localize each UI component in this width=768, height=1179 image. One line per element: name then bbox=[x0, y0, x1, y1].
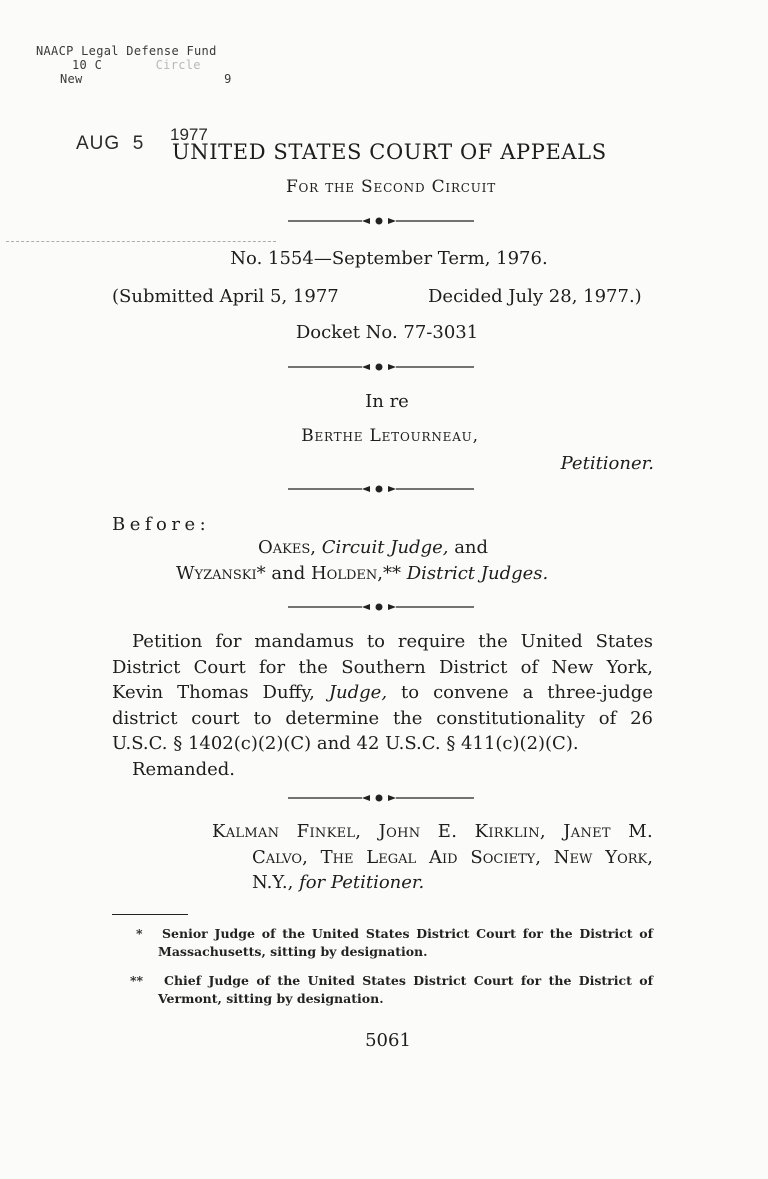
footnote-marker: ** bbox=[130, 973, 144, 988]
before-label: Before: bbox=[112, 514, 211, 535]
stamp-line-2: 10 C Circle bbox=[72, 58, 201, 72]
judge-oakes: Oakes, bbox=[258, 537, 316, 558]
party-name: Berthe Letourneau, bbox=[301, 426, 479, 446]
page-number: 5061 bbox=[365, 1030, 411, 1051]
judge-line-2: Wyzanski* and Holden,** District Judges. bbox=[176, 563, 549, 584]
judge-wyzanski: Wyzanski* bbox=[176, 563, 266, 584]
petition-line: Kevin Thomas Duffy, Judge, to convene a three-judge bbox=[112, 682, 653, 703]
petition-line: Petition for mandamus to require the United States bbox=[132, 631, 653, 652]
received-stamp bbox=[36, 44, 232, 86]
date-stamp-year: 1977 bbox=[170, 125, 208, 144]
disposition: Remanded. bbox=[132, 758, 236, 780]
petition-line: District Court for the Southern District of New York, bbox=[112, 656, 653, 678]
case-number-term: No. 1554—September Term, 1976. bbox=[230, 248, 548, 269]
date-stamp: AUG 5 bbox=[76, 133, 145, 154]
petition-line: U.S.C. § 1402(c)(2)(C) and 42 U.S.C. § 411(c)(2)(C). bbox=[112, 733, 579, 754]
stamp-line-1: NAACP Legal Defense Fund bbox=[36, 44, 217, 58]
counsel-line: N.Y., for Petitioner. bbox=[252, 872, 425, 893]
counsel-block bbox=[212, 819, 653, 896]
ornament-divider bbox=[288, 600, 474, 614]
ornament-divider bbox=[288, 214, 474, 228]
submitted-date: (Submitted April 5, 1977 bbox=[112, 286, 339, 307]
petition-paragraph bbox=[112, 629, 653, 782]
ornament-divider bbox=[288, 791, 474, 805]
docket-number: Docket No. 77-3031 bbox=[295, 322, 479, 343]
footnote-2: ** Chief Judge of the United States District Court for the District of Vermont, sitting by designation. bbox=[112, 972, 653, 1008]
judge-holden: Holden,** bbox=[310, 563, 401, 584]
ornament-divider bbox=[288, 482, 474, 496]
decided-date: Decided July 28, 1977.) bbox=[428, 286, 642, 307]
footnote-marker: * bbox=[136, 926, 143, 941]
counsel-line: Kalman Finkel, John E. Kirklin, Janet M. bbox=[212, 821, 653, 842]
scan-artifact-line bbox=[6, 241, 276, 242]
circuit-subtitle: For the Second Circuit bbox=[285, 177, 497, 197]
petition-line: district court to determine the constitutionality of 26 bbox=[112, 707, 653, 729]
in-re: In re bbox=[365, 391, 409, 412]
footnote-rule bbox=[112, 914, 188, 915]
court-title: UNITED STATES COURT OF APPEALS bbox=[172, 140, 607, 164]
footnote-1: * Senior Judge of the United States District Court for the District of Massachusetts, sitting by designation. bbox=[112, 925, 653, 961]
party-role: Petitioner. bbox=[560, 453, 654, 474]
stamp-line-3: New 9 bbox=[60, 72, 232, 86]
judge-line-1: Oakes, Circuit Judge, and bbox=[258, 537, 489, 558]
ornament-divider bbox=[288, 360, 474, 374]
counsel-line: Calvo, The Legal Aid Society, New York, bbox=[252, 846, 653, 868]
